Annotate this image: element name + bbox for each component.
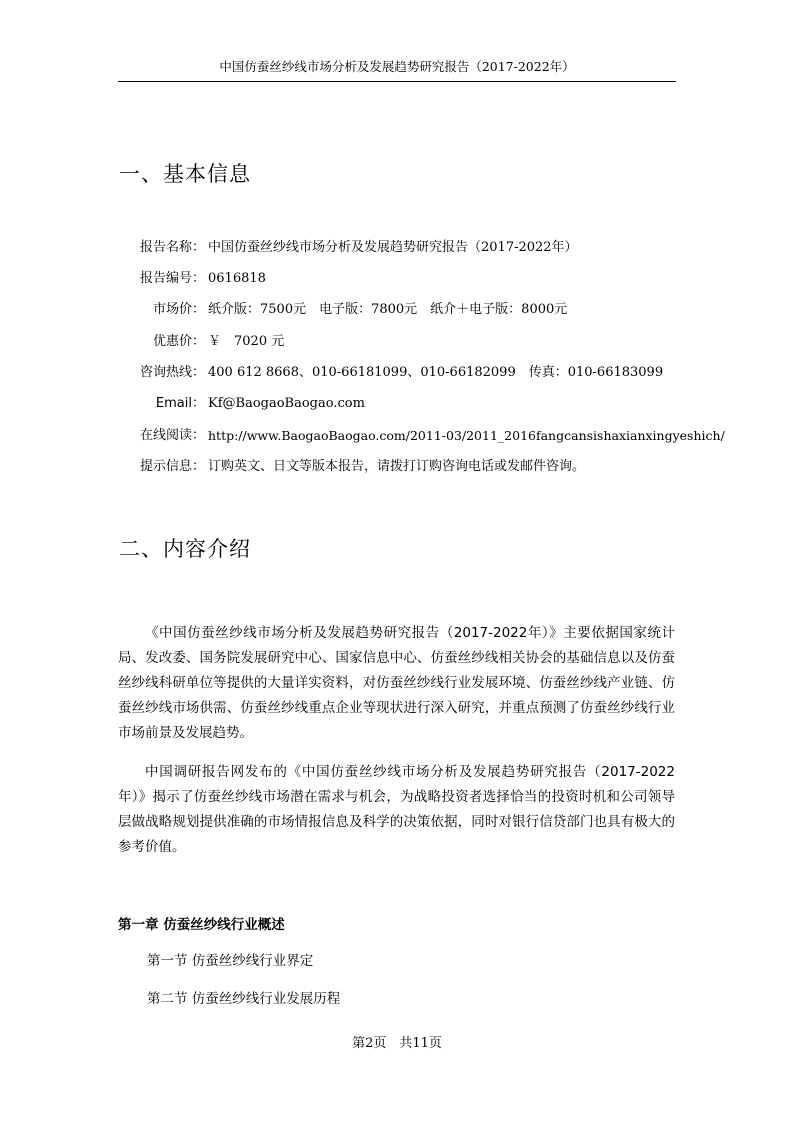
info-label: 报告编号： (139, 271, 205, 286)
info-value: 订购英文、日文等版本报告，请拨打订购咨询电话或发邮件咨询。 (208, 459, 586, 474)
info-label: 优惠价： (152, 334, 205, 349)
info-value: 中国仿蚕丝纱线市场分析及发展趋势研究报告（2017-2022年） (208, 240, 578, 255)
toc-item: 第二节 仿蚕丝纱线行业发展历程 (147, 991, 341, 1007)
info-row-notice (118, 457, 718, 477)
info-row-report-number (118, 269, 718, 289)
info-row-market-price (118, 300, 718, 320)
info-label: 市场价： (152, 302, 205, 317)
header-divider (118, 81, 676, 82)
info-value: 纸介版：7500元 电子版：7800元 纸介＋电子版：8000元 (208, 302, 568, 317)
info-value: 0616818 (208, 271, 266, 286)
info-label: 在线阅读： (139, 428, 205, 443)
toc-chapter-title: 第一章 仿蚕丝纱线行业概述 (118, 917, 285, 933)
online-reading-link[interactable]: http://www.BaogaoBaogao.com/2011-03/2011_2016fangcansishaxianxingyeshich/ (208, 428, 725, 443)
info-row-hotline (118, 363, 718, 383)
info-row-email (118, 394, 718, 414)
info-row-report-name (118, 238, 718, 258)
info-value: ￥ 7020 元 (208, 334, 285, 349)
info-label: 咨询热线： (139, 365, 205, 380)
info-value: 400 612 8668、010-66181099、010-66182099 传真：010-66183099 (208, 365, 664, 380)
intro-paragraph: 中国调研报告网发布的《中国仿蚕丝纱线市场分析及发展趋势研究报告（2017-2022年）》揭示了仿蚕丝纱线市场潜在需求与机会，为战略投资者选择恰当的投资时机和公司领导层做战略规划提供准确的市场情报信息及科学的决策依据，同时对银行信贷部门也具有极大的参考价值。 (118, 764, 675, 855)
info-label: Email： (155, 396, 205, 411)
toc-item: 第一节 仿蚕丝纱线行业界定 (147, 953, 314, 969)
section-title-content-intro: 二、内容介绍 (119, 537, 251, 561)
email-link[interactable]: Kf@BaogaoBaogao.com (208, 396, 365, 411)
page-header-title: 中国仿蚕丝纱线市场分析及发展趋势研究报告（2017-2022年） (219, 59, 575, 74)
info-row-online-reading (118, 426, 725, 446)
info-row-discount-price (118, 332, 718, 352)
info-label: 提示信息： (139, 459, 205, 474)
page-number-footer: 第2页 共11页 (352, 1036, 442, 1051)
section-title-basic-info: 一、基本信息 (119, 162, 251, 186)
info-label: 报告名称： (139, 240, 205, 255)
intro-paragraph: 《中国仿蚕丝纱线市场分析及发展趋势研究报告（2017-2022年）》主要依据国家统计局、发改委、国务院发展研究中心、国家信息中心、仿蚕丝纱线相关协会的基础信息以及仿蚕丝纱线科研单位等提供的大量详实资料，对仿蚕丝纱线行业发展环境、仿蚕丝纱线产业链、仿蚕丝纱线市场供需、仿蚕丝纱线重点企业等现状进行深入研究，并重点预测了仿蚕丝纱线行业市场前景及发展趋势。 (118, 625, 675, 741)
